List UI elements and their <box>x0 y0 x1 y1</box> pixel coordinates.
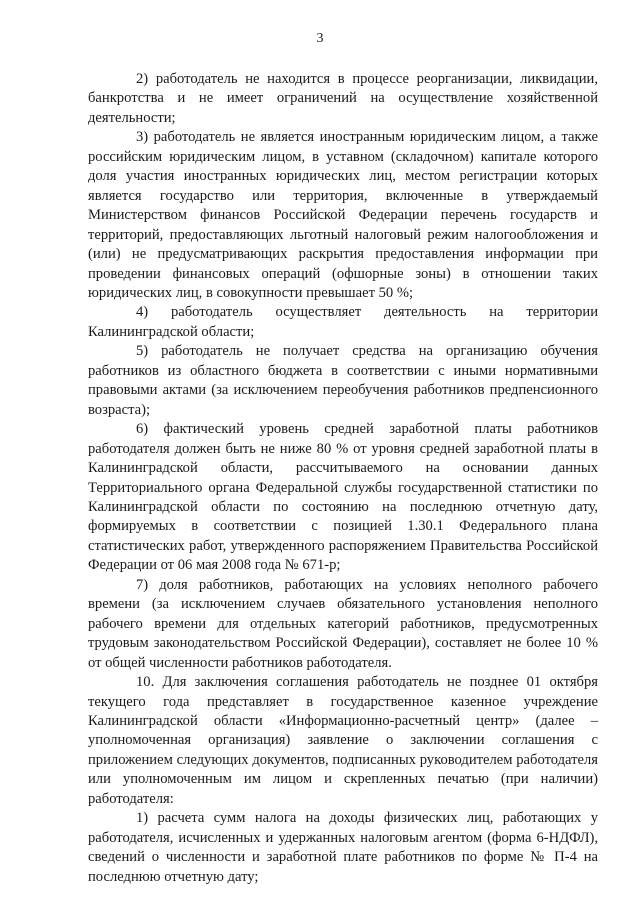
paragraph-section-10: 10. Для заключения соглашения работодатель не позднее 01 октября текущего года представляет в государственное казенное учреждение Калининградской области «Информационно-расчетный центр» (далее – уполномоченная организация) заявление о заключении соглашения с приложением следующих документов, подписанных руководителем работодателя или уполномоченным им лицом и скрепленных печатью (при наличии) работодателя: <box>88 674 598 807</box>
paragraph-item-5: 5) работодатель не получает средства на организацию обучения работников из областного бюджета в соответствии с иными нормативными правовыми актами (за исключением переобучения работников предпенсионного возраста); <box>88 343 598 418</box>
paragraph-item-6: 6) фактический уровень средней заработной платы работников работодателя должен быть не ниже 80 % от уровня средней заработной платы в Калининградской области, рассчитываемого на основании данных Территориального органа Федеральной службы государственной статистики по Калининградской области по состоянию на последнюю отчетную дату, формируемых в соответствии с позицией 1.30.1 Федерального плана статистических работ, утвержденного распоряжением Правительства Российской Федерации от 06 мая 2008 года № 671-р; <box>88 421 598 574</box>
paragraph-subitem-1: 1) расчета сумм налога на доходы физических лиц, работающих у работодателя, исчисленных и удержанных налоговым агентом (форма 6-НДФЛ), сведений о численности и заработной плате работников по форме № П-4 на последнюю отчетную дату; <box>88 810 598 885</box>
paragraph-item-3: 3) работодатель не является иностранным юридическим лицом, а также российским юридическим лицом, в уставном (складочном) капитале которого доля участия иностранных юридических лиц, местом регистрации которых является государство или территория, включенные в утверждаемый Министерством финансов Российской Федерации перечень государств и территорий, предоставляющих льготный налоговый режим налогообложения и (или) не предусматривающих раскрытия предоставления информации при проведении финансовых операций (офшорные зоны) в отношении таких юридических лиц, в совокупности превышает 50 %; <box>88 129 598 301</box>
paragraph-item-4: 4) работодатель осуществляет деятельность на территории Калининградской области; <box>88 304 598 340</box>
document-body <box>88 70 598 887</box>
paragraph-item-7: 7) доля работников, работающих на условиях неполного рабочего времени (за исключением случаев обязательного установления неполного рабочего времени для отдельных категорий работников, предусмотренных трудовым законодательством Российской Федерации), составляет не более 10 % от общей численности работников работодателя. <box>88 576 598 671</box>
page-number: 3 <box>316 31 324 46</box>
paragraph-item-2: 2) работодатель не находится в процессе реорганизации, ликвидации, банкротства и не имеет ограничений на осуществление хозяйственной деятельности; <box>88 71 598 126</box>
